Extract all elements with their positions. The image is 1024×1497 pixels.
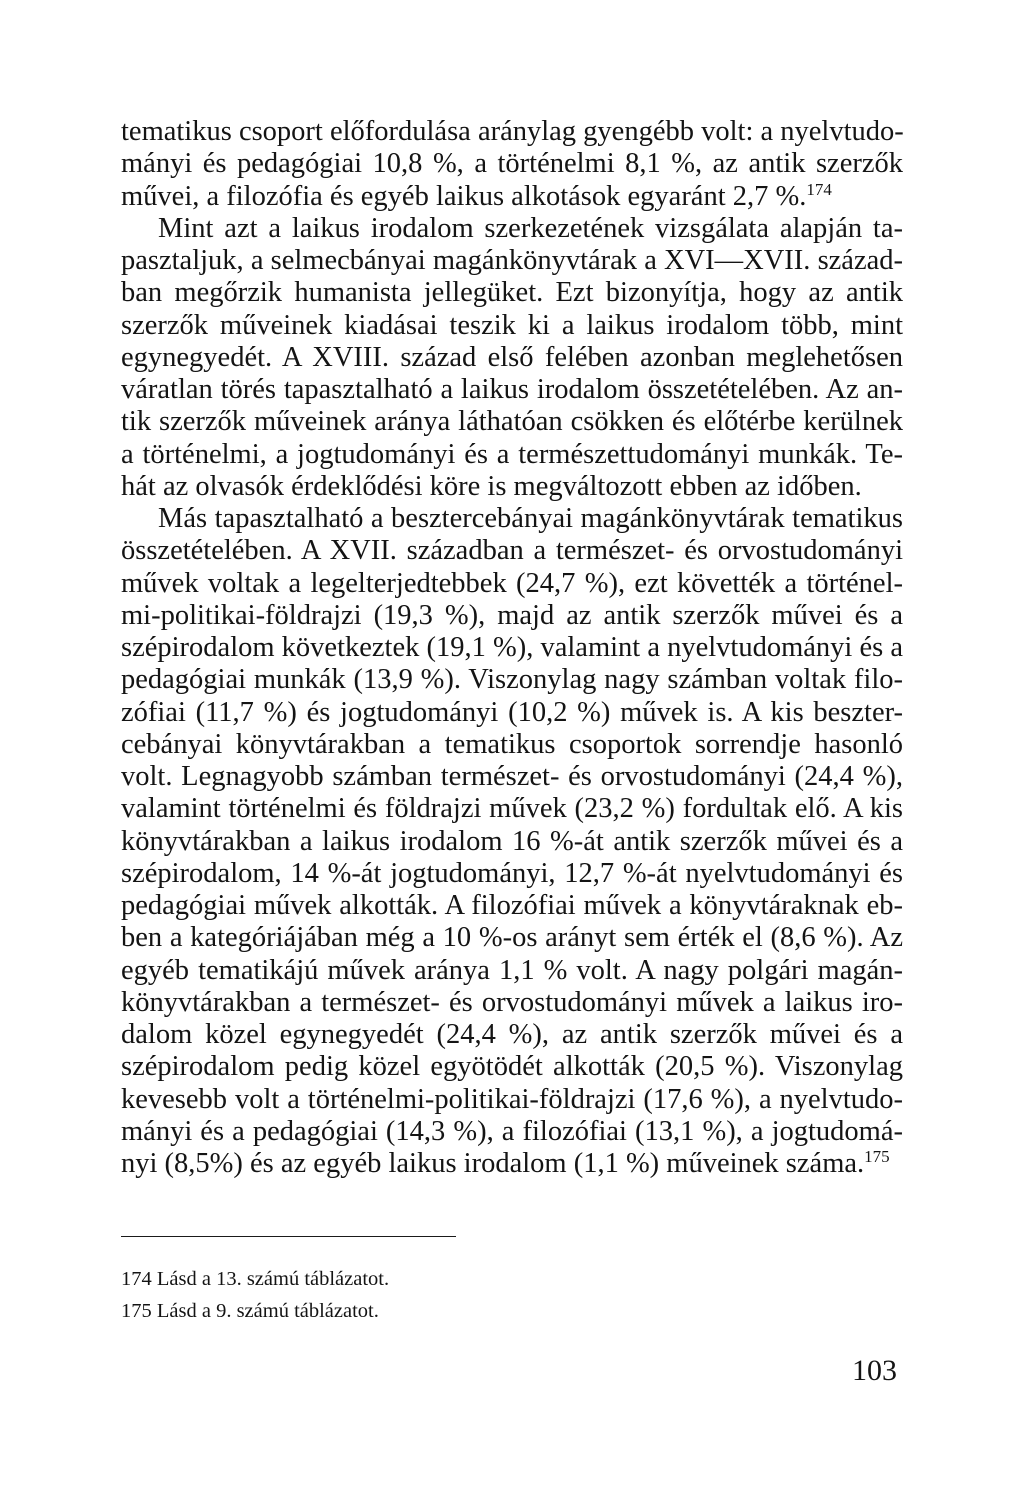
- text-line-content: művei, a filozófia és egyéb laikus alkotások egyaránt 2,7 %.: [121, 180, 807, 212]
- footnote-divider: [121, 1236, 456, 1237]
- text-line: Mint azt a laikus irodalom szerkezetének vizsgálata alapján ta-: [158, 212, 903, 244]
- footnote: 175 Lásd a 9. számú táblázatot.: [121, 1300, 379, 1322]
- text-line: pasztaljuk, a selmecbányai magánkönyvtárak a XVI—XVII. század-: [121, 245, 903, 276]
- text-line: cebányai könyvtárakban a tematikus csoportok sorrendje hasonló: [121, 728, 903, 760]
- text-line: váratlan törés tapasztalható a laikus irodalom összetételében. Az an-: [121, 374, 903, 405]
- text-line: [121, 1148, 903, 1180]
- footnote-reference: 175: [864, 1147, 890, 1166]
- text-line: zófiai (11,7 %) és jogtudományi (10,2 %) művek is. A kis beszter-: [121, 696, 903, 728]
- text-line: valamint történelmi és földrajzi művek (23,2 %) fordultak elő. A kis: [121, 793, 903, 825]
- text-line: szépirodalom következtek (19,1 %), valamint a nyelvtudományi és a: [121, 632, 903, 663]
- text-line: a történelmi, a jogtudományi és a természettudományi munkák. Te-: [121, 438, 903, 470]
- text-line: kevesebb volt a történelmi-politikai-földrajzi (17,6 %), a nyelvtudo-: [121, 1083, 903, 1115]
- text-line: ban megőrzik humanista jellegüket. Ezt bizonyítja, hogy az antik: [121, 277, 903, 309]
- text-line: dalom közel egynegyedét (24,4 %), az antik szerzők művei és a: [121, 1019, 903, 1050]
- text-line: pedagógiai munkák (13,9 %). Viszonylag nagy számban voltak filo-: [121, 664, 903, 696]
- footnote-reference: 174: [806, 179, 832, 199]
- text-line: hát az olvasók érdeklődési köre is megváltozott ebben az időben.: [121, 470, 862, 502]
- text-line: egynegyedét. A XVIII. század első felében azonban meglehetősen: [121, 341, 903, 373]
- footnotes: [121, 1263, 821, 1327]
- text-line: szépirodalom, 14 %-át jogtudományi, 12,7 %-át nyelvtudományi és: [121, 857, 903, 889]
- page-number: 103: [852, 1354, 897, 1387]
- text-line: [121, 181, 903, 213]
- text-line: volt. Legnagyobb számban természet- és orvostudományi (24,4 %),: [121, 761, 903, 792]
- text-line: könyvtárakban a természet- és orvostudományi művek a laikus iro-: [121, 986, 903, 1018]
- text-line: szépirodalom pedig közel egyötödét alkották (20,5 %). Viszonylag: [121, 1051, 903, 1083]
- text-line: tematikus csoport előfordulása aránylag gyengébb volt: a nyelvtudo-: [121, 116, 904, 147]
- footnote: 174 Lásd a 13. számú táblázatot.: [121, 1268, 390, 1290]
- text-line: ben a kategóriájában még a 10 %-os arányt sem érték el (8,6 %). Az: [121, 922, 903, 954]
- text-line: tik szerzők műveinek aránya láthatóan csökken és előtérbe kerülnek: [121, 406, 903, 438]
- text-line: könyvtárakban a laikus irodalom 16 %-át antik szerzők művei és a: [121, 825, 903, 857]
- text-line: Más tapasztalható a besztercebányai magánkönyvtárak tematikus: [158, 503, 903, 534]
- text-line-content: nyi (8,5%) és az egyéb laikus irodalom (1,1 %) műveinek száma.: [121, 1148, 865, 1179]
- text-line: pedagógiai művek alkották. A filozófiai művek a könyvtáraknak eb-: [121, 890, 903, 921]
- text-line: összetételében. A XVII. században a természet- és orvostudományi: [121, 535, 903, 567]
- body-text: [121, 116, 903, 1180]
- text-line: mányi és a pedagógiai (14,3 %), a filozófiai (13,1 %), a jogtudomá-: [121, 1115, 903, 1147]
- text-line: mányi és pedagógiai 10,8 %, a történelmi 8,1 %, az antik szerzők: [121, 148, 903, 180]
- text-line: egyéb tematikájú művek aránya 1,1 % volt. A nagy polgári magán-: [121, 954, 903, 986]
- text-line: művek voltak a legelterjedtebbek (24,7 %), ezt követték a történel-: [121, 567, 903, 599]
- text-line: szerzők műveinek kiadásai teszik ki a laikus irodalom több, mint: [121, 309, 903, 341]
- text-line: mi-politikai-földrajzi (19,3 %), majd az antik szerzők művei és a: [121, 599, 903, 631]
